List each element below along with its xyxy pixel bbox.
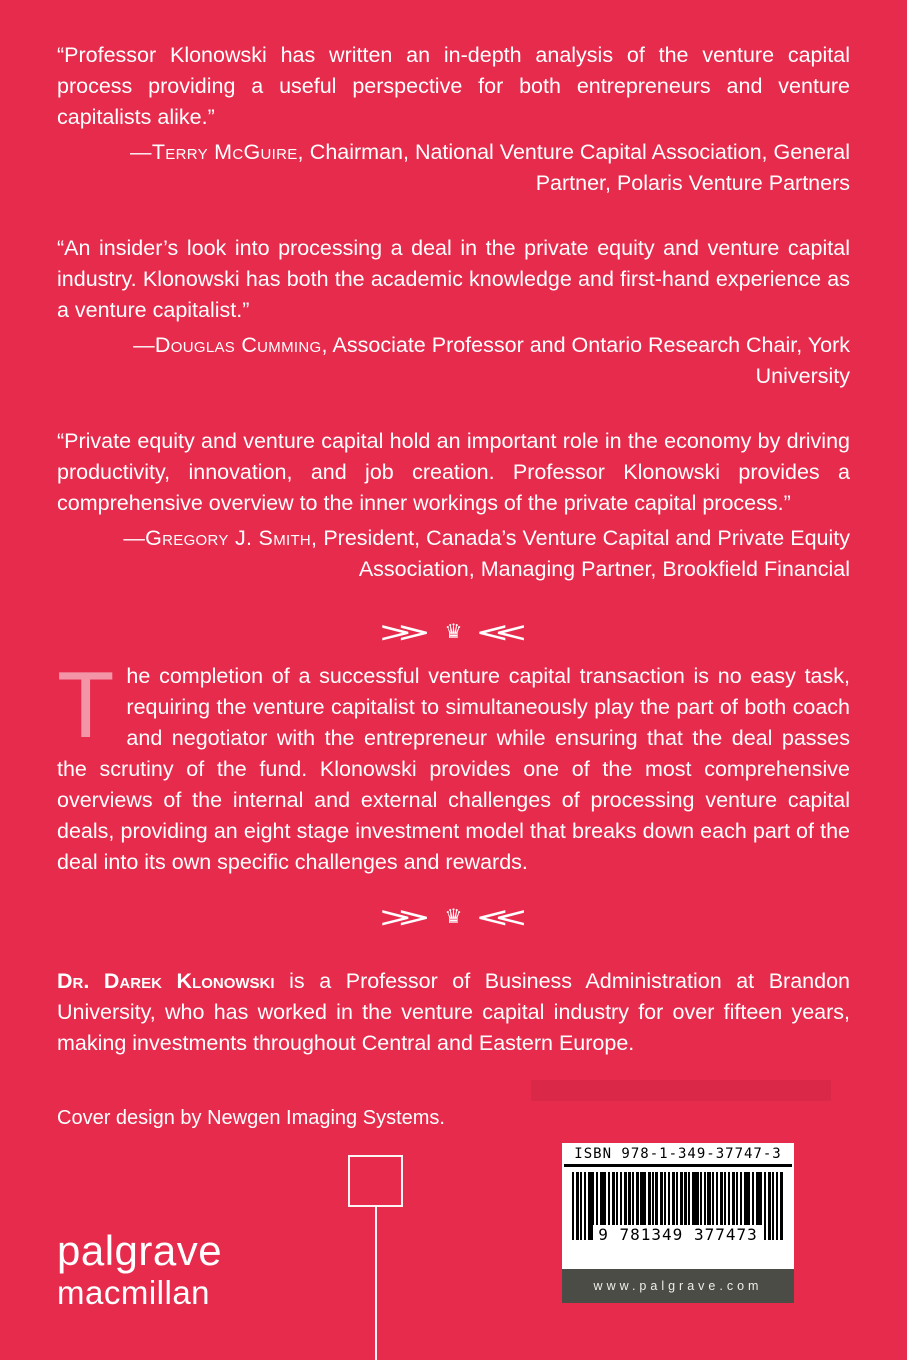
left-arrow-icon: ≫ xyxy=(379,617,431,647)
quote-text: “An insider’s look into processing a deal in the private equity and venture capital industry. Klonowski has both the academic knowledge and first-hand experience as a venture capitalist.” xyxy=(57,236,850,322)
quote-block-1 xyxy=(57,40,850,199)
attribution-name: —Douglas Cumming, xyxy=(133,333,328,357)
isbn-label: ISBN 978-1-349-37747-3 xyxy=(564,1143,792,1167)
quote-block-2 xyxy=(57,233,850,392)
quote-block-3 xyxy=(57,426,850,585)
publisher-logo xyxy=(57,1228,222,1312)
quote-attribution xyxy=(57,330,850,392)
publisher-url: www.palgrave.com xyxy=(593,1279,763,1293)
attribution-name: —Terry McGuire, xyxy=(130,140,304,164)
author-name: Dr. Darek Klonowski xyxy=(57,969,275,993)
quote-attribution xyxy=(57,137,850,199)
fleuron-divider-1 xyxy=(57,619,850,645)
description-text: he completion of a successful venture capital transaction is no easy task, requiring the venture capitalist to simultaneously play the part of both coach and negotiator with the entrepreneur while ensuring that the deal passes the scrutiny of the fund. Klonowski provides one of the most comprehensive overviews of the internal and external challenges of processing venture capital deals, providing an eight stage investment model that breaks down each part of the deal into its own specific challenges and rewards. xyxy=(57,664,850,874)
barcode-number-row xyxy=(562,1225,794,1245)
author-bio xyxy=(57,966,850,1059)
description-paragraph xyxy=(57,652,850,878)
macmillan-wordmark: macmillan xyxy=(57,1274,211,1311)
quote-attribution xyxy=(57,523,850,585)
print-artifact-band xyxy=(531,1080,831,1101)
attribution-role: Associate Professor and Ontario Research Chair, York University xyxy=(327,333,850,388)
cover-design-credit: Cover design by Newgen Imaging Systems. xyxy=(57,1107,445,1129)
attribution-role: Chairman, National Venture Capital Association, General Partner, Polaris Venture Partners xyxy=(303,140,850,195)
registration-square xyxy=(348,1155,403,1207)
crown-icon: ♛ xyxy=(444,906,463,928)
attribution-role: President, Canada’s Venture Capital and Private Equity Association, Managing Partner, Brookfield Financial xyxy=(317,526,850,581)
barcode-number: 9 781349 377473 xyxy=(593,1225,763,1244)
quote-text: “Professor Klonowski has written an in-depth analysis of the venture capital process providing a useful perspective for both entrepreneurs and venture capitalists alike.” xyxy=(57,43,850,129)
fleuron-divider-2 xyxy=(57,904,850,930)
left-arrow-icon: ≫ xyxy=(379,902,431,932)
right-arrow-icon: ≪ xyxy=(476,902,528,932)
attribution-name: —Gregory J. Smith, xyxy=(123,526,318,550)
crown-icon: ♛ xyxy=(444,621,463,643)
crop-mark-line xyxy=(375,1207,377,1360)
palgrave-wordmark: palgrave xyxy=(57,1227,223,1274)
drop-cap: T xyxy=(57,652,115,757)
publisher-url-strip xyxy=(562,1269,794,1303)
author-bio-text: is a Professor of Business Administration at Brandon University, who has worked in the venture capital industry for over fifteen years, making investments throughout Central and Eastern Europe. xyxy=(57,969,851,1055)
quote-text: “Private equity and venture capital hold an important role in the economy by driving productivity, innovation, and job creation. Professor Klonowski provides a comprehensive overview to the inner workings of the private capital process.” xyxy=(57,429,850,515)
barcode-box xyxy=(562,1143,794,1303)
right-arrow-icon: ≪ xyxy=(476,617,528,647)
